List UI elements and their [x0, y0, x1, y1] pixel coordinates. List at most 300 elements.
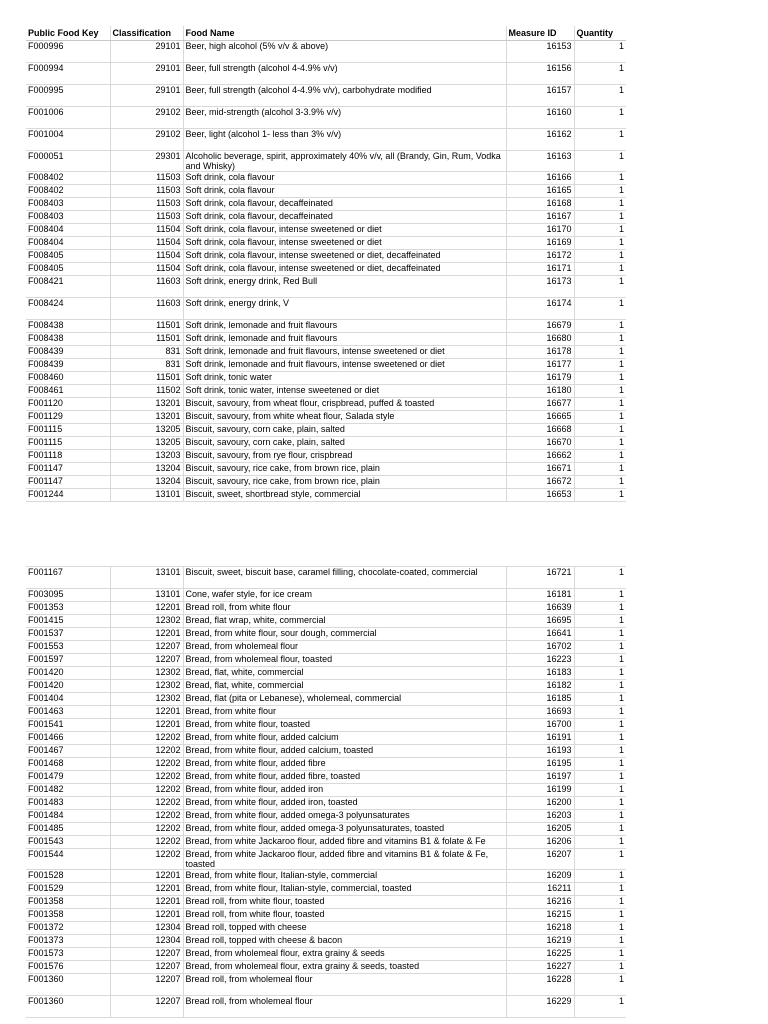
- cell-measure-id: 16700: [506, 719, 574, 732]
- cell-public-food-key: F001420: [26, 680, 110, 693]
- cell-classification: 831: [110, 346, 183, 359]
- cell-food-name: Beer, light (alcohol 1- less than 3% v/v): [183, 129, 506, 151]
- cell-classification: 29301: [110, 151, 183, 172]
- table-row: [26, 172, 626, 185]
- cell-food-name: Bread, from white flour, added iron, toasted: [183, 797, 506, 810]
- cell-quantity: 1: [574, 909, 626, 922]
- cell-public-food-key: F003095: [26, 589, 110, 602]
- table-row: [26, 615, 626, 628]
- cell-classification: 12207: [110, 996, 183, 1018]
- table-row: [26, 589, 626, 602]
- cell-measure-id: 16173: [506, 276, 574, 298]
- cell-public-food-key: F008439: [26, 346, 110, 359]
- cell-food-name: Bread, from wholemeal flour, extra grainy & seeds: [183, 948, 506, 961]
- cell-quantity: 1: [574, 870, 626, 883]
- cell-classification: 11502: [110, 385, 183, 398]
- table-row: [26, 359, 626, 372]
- header-food-name: Food Name: [183, 26, 506, 41]
- cell-quantity: 1: [574, 172, 626, 185]
- cell-public-food-key: F001479: [26, 771, 110, 784]
- cell-classification: 12207: [110, 948, 183, 961]
- cell-classification: 12202: [110, 797, 183, 810]
- table-row: [26, 41, 626, 63]
- table-row: [26, 567, 626, 589]
- table-row: [26, 411, 626, 424]
- cell-public-food-key: F001466: [26, 732, 110, 745]
- cell-food-name: Bread roll, from white flour, toasted: [183, 909, 506, 922]
- table-row: [26, 758, 626, 771]
- cell-public-food-key: F001573: [26, 948, 110, 961]
- cell-measure-id: 16205: [506, 823, 574, 836]
- cell-classification: 12201: [110, 870, 183, 883]
- table-row: [26, 602, 626, 615]
- cell-food-name: Bread, from white flour, toasted: [183, 719, 506, 732]
- cell-public-food-key: F008402: [26, 172, 110, 185]
- header-public-food-key: Public Food Key: [26, 26, 110, 41]
- cell-quantity: 1: [574, 810, 626, 823]
- cell-quantity: 1: [574, 567, 626, 589]
- cell-quantity: 1: [574, 745, 626, 758]
- cell-measure-id: 16218: [506, 922, 574, 935]
- cell-public-food-key: F001004: [26, 129, 110, 151]
- table-row: [26, 489, 626, 502]
- cell-classification: 12201: [110, 896, 183, 909]
- cell-public-food-key: F001006: [26, 107, 110, 129]
- cell-measure-id: 16695: [506, 615, 574, 628]
- cell-public-food-key: F008404: [26, 224, 110, 237]
- cell-classification: 12202: [110, 745, 183, 758]
- cell-measure-id: 16179: [506, 372, 574, 385]
- cell-public-food-key: F001576: [26, 961, 110, 974]
- cell-classification: 11501: [110, 320, 183, 333]
- table-row: [26, 250, 626, 263]
- cell-food-name: Biscuit, savoury, rice cake, from brown rice, plain: [183, 463, 506, 476]
- cell-public-food-key: F001483: [26, 797, 110, 810]
- cell-measure-id: 16185: [506, 693, 574, 706]
- cell-public-food-key: F001404: [26, 693, 110, 706]
- table-row: [26, 372, 626, 385]
- cell-measure-id: 16227: [506, 961, 574, 974]
- cell-classification: 13201: [110, 398, 183, 411]
- cell-quantity: 1: [574, 849, 626, 870]
- cell-measure-id: 16680: [506, 333, 574, 346]
- cell-measure-id: 16191: [506, 732, 574, 745]
- table-row: [26, 211, 626, 224]
- cell-classification: 12202: [110, 849, 183, 870]
- table-row: [26, 129, 626, 151]
- table-row: [26, 224, 626, 237]
- cell-quantity: 1: [574, 628, 626, 641]
- cell-measure-id: 16229: [506, 996, 574, 1018]
- cell-quantity: 1: [574, 129, 626, 151]
- cell-food-name: Biscuit, savoury, from wheat flour, crispbread, puffed & toasted: [183, 398, 506, 411]
- cell-quantity: 1: [574, 771, 626, 784]
- table-row: [26, 849, 626, 870]
- cell-public-food-key: F000996: [26, 41, 110, 63]
- cell-quantity: 1: [574, 476, 626, 489]
- cell-food-name: Bread roll, from wholemeal flour: [183, 996, 506, 1018]
- cell-measure-id: 16677: [506, 398, 574, 411]
- cell-quantity: 1: [574, 211, 626, 224]
- cell-measure-id: 16203: [506, 810, 574, 823]
- cell-public-food-key: F008421: [26, 276, 110, 298]
- cell-public-food-key: F001415: [26, 615, 110, 628]
- cell-food-name: Bread, from white flour, added omega-3 polyunsaturates, toasted: [183, 823, 506, 836]
- cell-classification: 12207: [110, 961, 183, 974]
- cell-public-food-key: F001553: [26, 641, 110, 654]
- cell-classification: 12202: [110, 771, 183, 784]
- cell-public-food-key: F001353: [26, 602, 110, 615]
- table-row: [26, 836, 626, 849]
- food-measures-table-bottom: [26, 566, 626, 1018]
- cell-measure-id: 16160: [506, 107, 574, 129]
- cell-public-food-key: F001147: [26, 463, 110, 476]
- table-row: [26, 628, 626, 641]
- cell-measure-id: 16200: [506, 797, 574, 810]
- cell-food-name: Bread, from white flour, sour dough, commercial: [183, 628, 506, 641]
- table-body-top: [26, 41, 626, 502]
- cell-measure-id: 16215: [506, 909, 574, 922]
- cell-food-name: Soft drink, cola flavour, intense sweetened or diet: [183, 237, 506, 250]
- cell-public-food-key: F001120: [26, 398, 110, 411]
- cell-classification: 11501: [110, 333, 183, 346]
- cell-measure-id: 16162: [506, 129, 574, 151]
- cell-public-food-key: F001420: [26, 667, 110, 680]
- table-row: [26, 935, 626, 948]
- cell-quantity: 1: [574, 836, 626, 849]
- cell-classification: 13201: [110, 411, 183, 424]
- cell-public-food-key: F001529: [26, 883, 110, 896]
- table-row: [26, 450, 626, 463]
- cell-food-name: Beer, mid-strength (alcohol 3-3.9% v/v): [183, 107, 506, 129]
- cell-quantity: 1: [574, 41, 626, 63]
- cell-food-name: Soft drink, energy drink, V: [183, 298, 506, 320]
- table-row: [26, 198, 626, 211]
- cell-food-name: Soft drink, energy drink, Red Bull: [183, 276, 506, 298]
- cell-quantity: 1: [574, 263, 626, 276]
- cell-measure-id: 16639: [506, 602, 574, 615]
- cell-quantity: 1: [574, 359, 626, 372]
- cell-public-food-key: F001597: [26, 654, 110, 667]
- cell-quantity: 1: [574, 224, 626, 237]
- cell-quantity: 1: [574, 961, 626, 974]
- cell-public-food-key: F001358: [26, 909, 110, 922]
- cell-quantity: 1: [574, 151, 626, 172]
- cell-food-name: Bread roll, topped with cheese: [183, 922, 506, 935]
- cell-public-food-key: F001544: [26, 849, 110, 870]
- cell-classification: 12207: [110, 641, 183, 654]
- table-row: [26, 693, 626, 706]
- cell-food-name: Biscuit, savoury, from white wheat flour, Salada style: [183, 411, 506, 424]
- cell-public-food-key: F001543: [26, 836, 110, 849]
- cell-food-name: Soft drink, lemonade and fruit flavours: [183, 333, 506, 346]
- cell-food-name: Bread, from wholemeal flour, toasted: [183, 654, 506, 667]
- cell-measure-id: 16165: [506, 185, 574, 198]
- cell-classification: 29101: [110, 41, 183, 63]
- cell-classification: 13205: [110, 424, 183, 437]
- table-row: [26, 896, 626, 909]
- cell-measure-id: 16662: [506, 450, 574, 463]
- cell-public-food-key: F001484: [26, 810, 110, 823]
- cell-measure-id: 16209: [506, 870, 574, 883]
- header-measure-id: Measure ID: [506, 26, 574, 41]
- cell-classification: 12302: [110, 615, 183, 628]
- cell-measure-id: 16156: [506, 63, 574, 85]
- cell-food-name: Bread, flat wrap, white, commercial: [183, 615, 506, 628]
- cell-measure-id: 16693: [506, 706, 574, 719]
- cell-public-food-key: F001485: [26, 823, 110, 836]
- cell-quantity: 1: [574, 654, 626, 667]
- table-row: [26, 883, 626, 896]
- cell-measure-id: 16177: [506, 359, 574, 372]
- cell-measure-id: 16193: [506, 745, 574, 758]
- cell-measure-id: 16668: [506, 424, 574, 437]
- table-row: [26, 732, 626, 745]
- table-row: [26, 437, 626, 450]
- cell-quantity: 1: [574, 185, 626, 198]
- table-row: [26, 974, 626, 996]
- cell-food-name: Soft drink, cola flavour, decaffeinated: [183, 198, 506, 211]
- cell-measure-id: 16195: [506, 758, 574, 771]
- cell-classification: 12202: [110, 758, 183, 771]
- cell-classification: 11504: [110, 263, 183, 276]
- cell-classification: 12201: [110, 909, 183, 922]
- cell-quantity: 1: [574, 450, 626, 463]
- cell-public-food-key: F008438: [26, 333, 110, 346]
- table-row: [26, 151, 626, 172]
- cell-public-food-key: F000051: [26, 151, 110, 172]
- cell-measure-id: 16199: [506, 784, 574, 797]
- cell-classification: 11504: [110, 250, 183, 263]
- cell-classification: 29102: [110, 107, 183, 129]
- cell-classification: 12207: [110, 974, 183, 996]
- cell-food-name: Beer, full strength (alcohol 4-4.9% v/v): [183, 63, 506, 85]
- cell-food-name: Soft drink, tonic water, intense sweetened or diet: [183, 385, 506, 398]
- cell-classification: 12202: [110, 823, 183, 836]
- cell-public-food-key: F008405: [26, 250, 110, 263]
- cell-public-food-key: F008404: [26, 237, 110, 250]
- cell-quantity: 1: [574, 615, 626, 628]
- table-row: [26, 745, 626, 758]
- cell-measure-id: 16178: [506, 346, 574, 359]
- cell-food-name: Bread, from white flour, added fibre: [183, 758, 506, 771]
- cell-classification: 13203: [110, 450, 183, 463]
- cell-measure-id: 16672: [506, 476, 574, 489]
- cell-food-name: Bread, flat, white, commercial: [183, 680, 506, 693]
- cell-quantity: 1: [574, 922, 626, 935]
- cell-food-name: Bread, from white flour: [183, 706, 506, 719]
- table-row: [26, 706, 626, 719]
- cell-food-name: Soft drink, lemonade and fruit flavours: [183, 320, 506, 333]
- cell-quantity: 1: [574, 385, 626, 398]
- cell-food-name: Bread roll, from white flour, toasted: [183, 896, 506, 909]
- cell-classification: 11503: [110, 198, 183, 211]
- cell-quantity: 1: [574, 489, 626, 502]
- cell-quantity: 1: [574, 784, 626, 797]
- cell-food-name: Bread, from wholemeal flour, extra grainy & seeds, toasted: [183, 961, 506, 974]
- cell-public-food-key: F001482: [26, 784, 110, 797]
- table-row: [26, 810, 626, 823]
- cell-food-name: Bread, flat (pita or Lebanese), wholemeal, commercial: [183, 693, 506, 706]
- cell-measure-id: 16153: [506, 41, 574, 63]
- table-row: [26, 320, 626, 333]
- cell-public-food-key: F001358: [26, 896, 110, 909]
- cell-quantity: 1: [574, 346, 626, 359]
- cell-classification: 12201: [110, 628, 183, 641]
- cell-public-food-key: F001115: [26, 437, 110, 450]
- cell-measure-id: 16211: [506, 883, 574, 896]
- cell-classification: 831: [110, 359, 183, 372]
- cell-classification: 12207: [110, 654, 183, 667]
- cell-quantity: 1: [574, 424, 626, 437]
- table-row: [26, 771, 626, 784]
- cell-quantity: 1: [574, 320, 626, 333]
- cell-food-name: Biscuit, sweet, shortbread style, commercial: [183, 489, 506, 502]
- cell-food-name: Soft drink, cola flavour, intense sweetened or diet, decaffeinated: [183, 250, 506, 263]
- cell-classification: 12202: [110, 810, 183, 823]
- table-row: [26, 237, 626, 250]
- cell-classification: 11503: [110, 185, 183, 198]
- cell-measure-id: 16702: [506, 641, 574, 654]
- cell-classification: 12202: [110, 732, 183, 745]
- cell-measure-id: 16670: [506, 437, 574, 450]
- cell-classification: 13101: [110, 489, 183, 502]
- cell-food-name: Bread, from white Jackaroo flour, added fibre and vitamins B1 & folate & Fe, toasted: [183, 849, 506, 870]
- cell-quantity: 1: [574, 437, 626, 450]
- cell-public-food-key: F001360: [26, 974, 110, 996]
- cell-food-name: Bread roll, from wholemeal flour: [183, 974, 506, 996]
- cell-food-name: Alcoholic beverage, spirit, approximately 40% v/v, all (Brandy, Gin, Rum, Vodka and Whisky): [183, 151, 506, 172]
- cell-classification: 29102: [110, 129, 183, 151]
- cell-measure-id: 16679: [506, 320, 574, 333]
- table-row: [26, 948, 626, 961]
- table-row: [26, 667, 626, 680]
- cell-measure-id: 16228: [506, 974, 574, 996]
- table-row: [26, 185, 626, 198]
- cell-food-name: Soft drink, tonic water: [183, 372, 506, 385]
- cell-classification: 11603: [110, 276, 183, 298]
- cell-measure-id: 16207: [506, 849, 574, 870]
- cell-food-name: Cone, wafer style, for ice cream: [183, 589, 506, 602]
- cell-food-name: Biscuit, savoury, corn cake, plain, salted: [183, 437, 506, 450]
- cell-quantity: 1: [574, 732, 626, 745]
- table-row: [26, 961, 626, 974]
- cell-quantity: 1: [574, 411, 626, 424]
- table-row: [26, 719, 626, 732]
- cell-quantity: 1: [574, 896, 626, 909]
- cell-classification: 11504: [110, 237, 183, 250]
- cell-food-name: Beer, high alcohol (5% v/v & above): [183, 41, 506, 63]
- cell-public-food-key: F008438: [26, 320, 110, 333]
- cell-classification: 11501: [110, 372, 183, 385]
- cell-classification: 12304: [110, 935, 183, 948]
- cell-classification: 12302: [110, 667, 183, 680]
- table-row: [26, 784, 626, 797]
- table-row: [26, 823, 626, 836]
- cell-classification: 12302: [110, 693, 183, 706]
- cell-classification: 11603: [110, 298, 183, 320]
- cell-public-food-key: F008403: [26, 198, 110, 211]
- cell-quantity: 1: [574, 680, 626, 693]
- cell-quantity: 1: [574, 706, 626, 719]
- table-row: [26, 870, 626, 883]
- cell-public-food-key: F001467: [26, 745, 110, 758]
- cell-public-food-key: F000994: [26, 63, 110, 85]
- cell-public-food-key: F008424: [26, 298, 110, 320]
- cell-food-name: Soft drink, cola flavour, intense sweetened or diet: [183, 224, 506, 237]
- cell-classification: 13101: [110, 567, 183, 589]
- cell-public-food-key: F001537: [26, 628, 110, 641]
- cell-public-food-key: F001463: [26, 706, 110, 719]
- table-row: [26, 424, 626, 437]
- cell-public-food-key: F001147: [26, 476, 110, 489]
- cell-quantity: 1: [574, 719, 626, 732]
- cell-public-food-key: F008403: [26, 211, 110, 224]
- cell-classification: 29101: [110, 85, 183, 107]
- cell-classification: 29101: [110, 63, 183, 85]
- header-classification: Classification: [110, 26, 183, 41]
- cell-public-food-key: F001468: [26, 758, 110, 771]
- table-row: [26, 797, 626, 810]
- cell-measure-id: 16653: [506, 489, 574, 502]
- cell-classification: 13204: [110, 463, 183, 476]
- cell-measure-id: 16170: [506, 224, 574, 237]
- table-row: [26, 263, 626, 276]
- cell-public-food-key: F001360: [26, 996, 110, 1018]
- cell-food-name: Bread, from white flour, Italian-style, commercial, toasted: [183, 883, 506, 896]
- cell-food-name: Biscuit, savoury, from rye flour, crispbread: [183, 450, 506, 463]
- cell-public-food-key: F001244: [26, 489, 110, 502]
- cell-food-name: Soft drink, cola flavour: [183, 172, 506, 185]
- cell-classification: 12304: [110, 922, 183, 935]
- cell-food-name: Soft drink, cola flavour, decaffeinated: [183, 211, 506, 224]
- cell-classification: 12201: [110, 602, 183, 615]
- cell-quantity: 1: [574, 298, 626, 320]
- cell-food-name: Bread, from white flour, Italian-style, commercial: [183, 870, 506, 883]
- cell-food-name: Bread, from white flour, added calcium, toasted: [183, 745, 506, 758]
- cell-measure-id: 16183: [506, 667, 574, 680]
- cell-food-name: Bread, flat, white, commercial: [183, 667, 506, 680]
- cell-food-name: Soft drink, lemonade and fruit flavours, intense sweetened or diet: [183, 346, 506, 359]
- cell-measure-id: 16216: [506, 896, 574, 909]
- cell-quantity: 1: [574, 974, 626, 996]
- cell-quantity: 1: [574, 398, 626, 411]
- cell-public-food-key: F008402: [26, 185, 110, 198]
- cell-measure-id: 16172: [506, 250, 574, 263]
- cell-measure-id: 16167: [506, 211, 574, 224]
- cell-measure-id: 16182: [506, 680, 574, 693]
- cell-measure-id: 16641: [506, 628, 574, 641]
- table-row: [26, 922, 626, 935]
- cell-quantity: 1: [574, 667, 626, 680]
- cell-classification: 11503: [110, 172, 183, 185]
- cell-public-food-key: F001129: [26, 411, 110, 424]
- cell-food-name: Bread, from white flour, added iron: [183, 784, 506, 797]
- cell-food-name: Soft drink, cola flavour, intense sweetened or diet, decaffeinated: [183, 263, 506, 276]
- table-row: [26, 346, 626, 359]
- cell-public-food-key: F001167: [26, 567, 110, 589]
- cell-public-food-key: F008405: [26, 263, 110, 276]
- table-row: [26, 641, 626, 654]
- table-row: [26, 333, 626, 346]
- cell-measure-id: 16163: [506, 151, 574, 172]
- cell-quantity: 1: [574, 276, 626, 298]
- cell-measure-id: 16665: [506, 411, 574, 424]
- table-row: [26, 463, 626, 476]
- cell-public-food-key: F001528: [26, 870, 110, 883]
- cell-quantity: 1: [574, 85, 626, 107]
- cell-public-food-key: F000995: [26, 85, 110, 107]
